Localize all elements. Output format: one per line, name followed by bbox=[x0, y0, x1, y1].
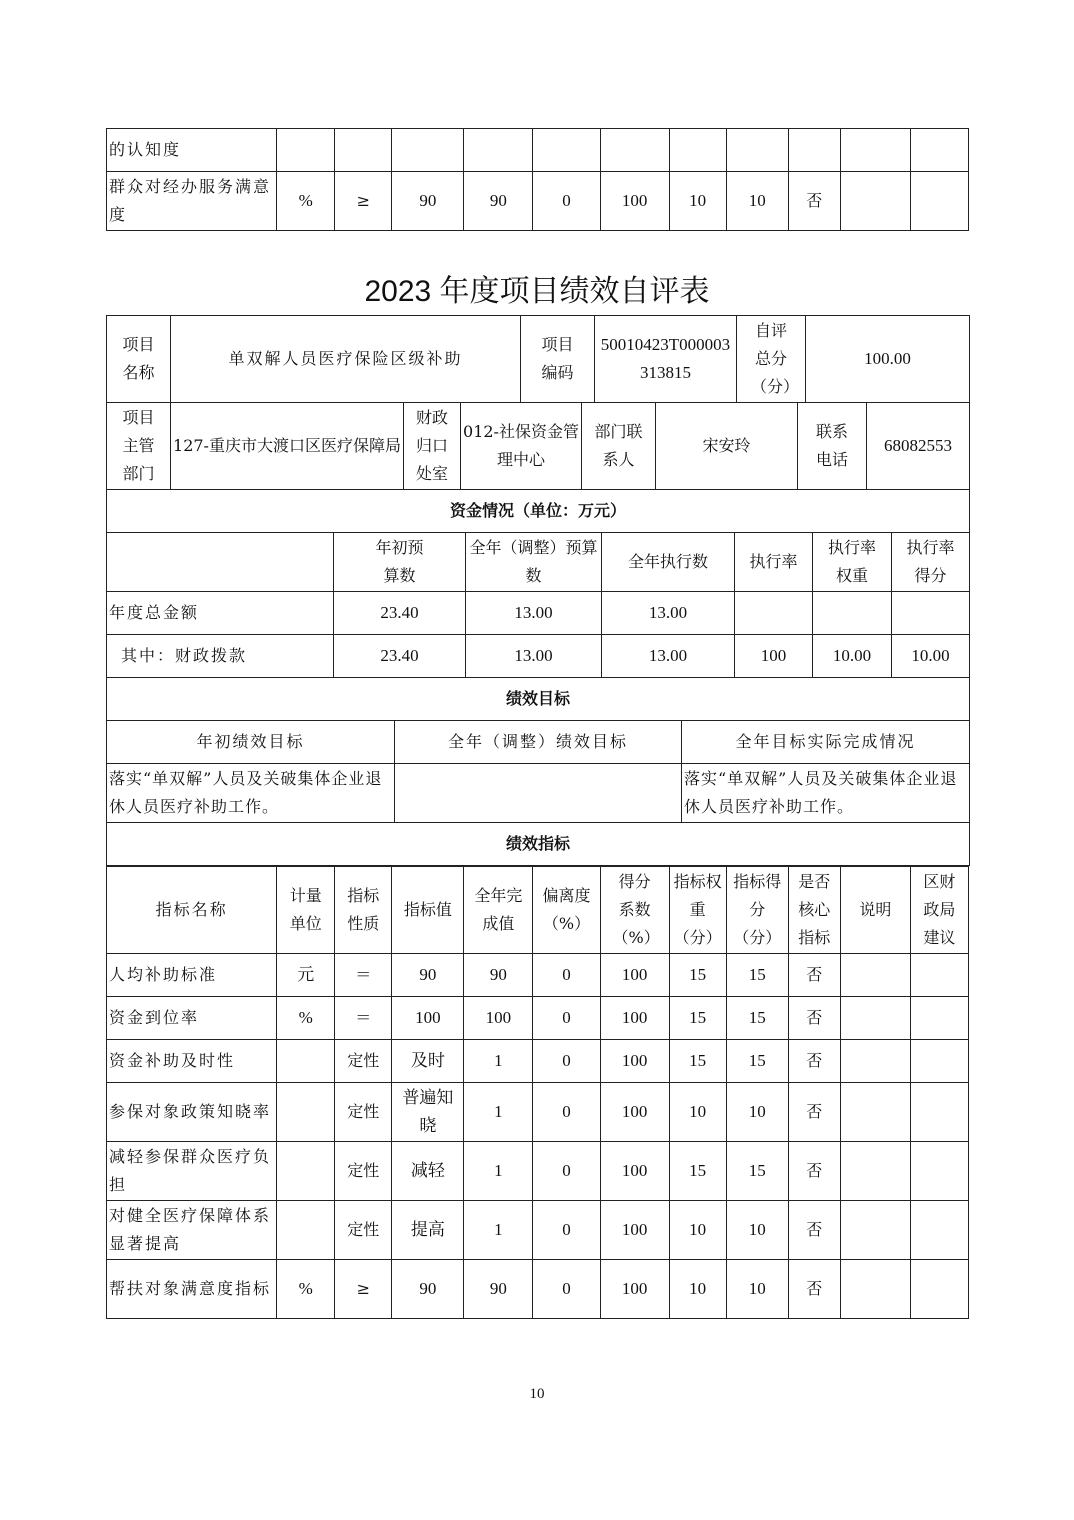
weight-cell: 10 bbox=[669, 1201, 726, 1260]
nature-cell: ＝ bbox=[335, 954, 392, 997]
contact-label: 部门联系人 bbox=[582, 403, 656, 490]
indicator-name: 减轻参保群众医疗负担 bbox=[107, 1142, 277, 1201]
table-row bbox=[107, 997, 969, 1040]
actual-cell: 1 bbox=[464, 1083, 533, 1142]
core-cell: 否 bbox=[788, 1201, 840, 1260]
adjusted-goal bbox=[395, 764, 682, 823]
indicator-name: 资金补助及时性 bbox=[107, 1040, 277, 1083]
target-cell: 90 bbox=[392, 954, 464, 997]
table-row bbox=[107, 954, 969, 997]
table-row bbox=[107, 592, 970, 635]
table-row bbox=[107, 1142, 969, 1201]
deviation-cell: 0 bbox=[533, 997, 600, 1040]
core-cell: 否 bbox=[788, 1083, 840, 1142]
column-header: 全年（调整）预算数 bbox=[466, 533, 602, 592]
core-cell: 否 bbox=[788, 172, 840, 231]
actual-completion: 落实“单双解”人员及关破集体企业退休人员医疗补助工作。 bbox=[682, 764, 970, 823]
nature-cell: 定性 bbox=[335, 1201, 392, 1260]
target-cell: 普遍知晓 bbox=[392, 1083, 464, 1142]
column-header: 年初预算数 bbox=[334, 533, 466, 592]
nature-cell: ≥ bbox=[335, 1260, 392, 1319]
table-row bbox=[107, 172, 969, 231]
note-cell bbox=[840, 1142, 910, 1201]
initial-goal: 落实“单双解”人员及关破集体企业退休人员医疗补助工作。 bbox=[107, 764, 395, 823]
table-header-row bbox=[107, 533, 970, 592]
target-cell: 减轻 bbox=[392, 1142, 464, 1201]
self-score-label: 自评总分（分） bbox=[737, 316, 806, 403]
target-cell: 100 bbox=[392, 997, 464, 1040]
indicator-name: 的认知度 bbox=[107, 129, 277, 172]
execution-rate bbox=[735, 592, 813, 635]
actual-cell: 90 bbox=[464, 1260, 533, 1319]
note-cell bbox=[840, 1040, 910, 1083]
indicators-table bbox=[106, 866, 969, 1319]
score-cell: 10 bbox=[726, 172, 788, 231]
adjusted-budget: 13.00 bbox=[466, 592, 602, 635]
page-number: 10 bbox=[529, 1386, 545, 1402]
note-cell bbox=[840, 1260, 910, 1319]
table-row bbox=[107, 129, 969, 172]
advice-cell bbox=[910, 1040, 968, 1083]
unit-cell: 元 bbox=[277, 954, 335, 997]
weight-cell: 15 bbox=[669, 997, 726, 1040]
score-cell: 10 bbox=[726, 1083, 788, 1142]
column-header: 全年（调整）绩效目标 bbox=[395, 721, 682, 764]
dept-label: 项目主管部门 bbox=[107, 403, 171, 490]
table-row bbox=[107, 764, 970, 823]
table-row bbox=[107, 403, 970, 490]
self-score: 100.00 bbox=[806, 316, 970, 403]
coef-cell: 100 bbox=[600, 172, 669, 231]
project-name-label: 项目名称 bbox=[107, 316, 171, 403]
unit-cell bbox=[277, 129, 335, 172]
actual-cell: 90 bbox=[464, 954, 533, 997]
score-cell: 10 bbox=[726, 1260, 788, 1319]
column-header: 指标值 bbox=[392, 867, 464, 954]
column-header bbox=[107, 533, 334, 592]
target-cell: 及时 bbox=[392, 1040, 464, 1083]
core-cell: 否 bbox=[788, 1040, 840, 1083]
column-header: 得分系数（%） bbox=[600, 867, 669, 954]
advice-cell bbox=[910, 1083, 968, 1142]
unit-cell: % bbox=[277, 1260, 335, 1319]
initial-budget: 23.40 bbox=[334, 635, 466, 678]
column-header: 指标性质 bbox=[335, 867, 392, 954]
indicator-name: 资金到位率 bbox=[107, 997, 277, 1040]
deviation-cell: 0 bbox=[533, 172, 600, 231]
actual-cell: 1 bbox=[464, 1040, 533, 1083]
advice-cell bbox=[910, 1201, 968, 1260]
coef-cell: 100 bbox=[600, 1083, 669, 1142]
adjusted-budget: 13.00 bbox=[466, 635, 602, 678]
core-cell bbox=[788, 129, 840, 172]
previous-indicator-table bbox=[106, 128, 969, 231]
project-name: 单双解人员医疗保险区级补助 bbox=[171, 316, 521, 403]
project-dept-table bbox=[106, 402, 970, 490]
note-cell bbox=[840, 129, 910, 172]
column-header: 执行率 bbox=[735, 533, 813, 592]
target-cell: 提高 bbox=[392, 1201, 464, 1260]
deviation-cell: 0 bbox=[533, 1201, 600, 1260]
deviation-cell: 0 bbox=[533, 1040, 600, 1083]
rate-score: 10.00 bbox=[892, 635, 970, 678]
column-header: 指标名称 bbox=[107, 867, 277, 954]
executed-amount: 13.00 bbox=[602, 592, 735, 635]
goals-table bbox=[106, 677, 970, 866]
target-cell: 90 bbox=[392, 1260, 464, 1319]
table-row bbox=[107, 1083, 969, 1142]
nature-cell: 定性 bbox=[335, 1083, 392, 1142]
column-header: 全年目标实际完成情况 bbox=[682, 721, 970, 764]
coef-cell: 100 bbox=[600, 1142, 669, 1201]
score-cell: 15 bbox=[726, 1040, 788, 1083]
unit-cell: % bbox=[277, 997, 335, 1040]
score-cell: 15 bbox=[726, 1142, 788, 1201]
weight-cell: 15 bbox=[669, 1142, 726, 1201]
coef-cell: 100 bbox=[600, 1260, 669, 1319]
actual-cell: 1 bbox=[464, 1201, 533, 1260]
rate-score bbox=[892, 592, 970, 635]
coef-cell: 100 bbox=[600, 1040, 669, 1083]
execution-rate: 100 bbox=[735, 635, 813, 678]
table-row bbox=[107, 1260, 969, 1319]
advice-cell bbox=[910, 954, 968, 997]
advice-cell bbox=[910, 1260, 968, 1319]
weight-cell: 10 bbox=[669, 1083, 726, 1142]
indicator-name: 人均补助标准 bbox=[107, 954, 277, 997]
executed-amount: 13.00 bbox=[602, 635, 735, 678]
deviation-cell bbox=[533, 129, 600, 172]
column-header: 说明 bbox=[840, 867, 910, 954]
weight-cell: 10 bbox=[669, 1260, 726, 1319]
column-header: 执行率权重 bbox=[813, 533, 892, 592]
rate-weight bbox=[813, 592, 892, 635]
weight-cell: 10 bbox=[669, 172, 726, 231]
unit-cell bbox=[277, 1083, 335, 1142]
column-header: 指标得分（分） bbox=[726, 867, 788, 954]
note-cell bbox=[840, 1083, 910, 1142]
score-cell: 15 bbox=[726, 997, 788, 1040]
weight-cell: 15 bbox=[669, 1040, 726, 1083]
table-header-row bbox=[107, 721, 970, 764]
column-header: 全年执行数 bbox=[602, 533, 735, 592]
column-header: 计量单位 bbox=[277, 867, 335, 954]
score-cell bbox=[726, 129, 788, 172]
column-header: 区财政局建议 bbox=[910, 867, 968, 954]
project-code: 50010423T000003313815 bbox=[595, 316, 737, 403]
unit-cell bbox=[277, 1201, 335, 1260]
initial-budget: 23.40 bbox=[334, 592, 466, 635]
advice-cell bbox=[910, 129, 968, 172]
unit-cell bbox=[277, 1040, 335, 1083]
column-header: 全年完成值 bbox=[464, 867, 533, 954]
table-row bbox=[107, 678, 970, 721]
advice-cell bbox=[910, 172, 968, 231]
unit-cell bbox=[277, 1142, 335, 1201]
score-cell: 10 bbox=[726, 1201, 788, 1260]
table-row bbox=[107, 1201, 969, 1260]
core-cell: 否 bbox=[788, 1142, 840, 1201]
unit-cell: % bbox=[277, 172, 335, 231]
actual-cell bbox=[464, 129, 533, 172]
advice-cell bbox=[910, 1142, 968, 1201]
coef-cell bbox=[600, 129, 669, 172]
indicator-name: 参保对象政策知晓率 bbox=[107, 1083, 277, 1142]
table-row bbox=[107, 490, 970, 533]
coef-cell: 100 bbox=[600, 1201, 669, 1260]
nature-cell bbox=[335, 129, 392, 172]
note-cell bbox=[840, 172, 910, 231]
finance-office-label: 财政归口处室 bbox=[404, 403, 461, 490]
page-title: 2023 年度项目绩效自评表 bbox=[364, 275, 710, 308]
weight-cell: 15 bbox=[669, 954, 726, 997]
coef-cell: 100 bbox=[600, 997, 669, 1040]
goals-section-title: 绩效目标 bbox=[107, 678, 970, 721]
actual-cell: 90 bbox=[464, 172, 533, 231]
score-cell: 15 bbox=[726, 954, 788, 997]
core-cell: 否 bbox=[788, 997, 840, 1040]
column-header: 执行率得分 bbox=[892, 533, 970, 592]
column-header: 偏离度（%） bbox=[533, 867, 600, 954]
finance-office: 012-社保资金管理中心 bbox=[461, 403, 582, 490]
indicator-name: 帮扶对象满意度指标 bbox=[107, 1260, 277, 1319]
actual-cell: 100 bbox=[464, 997, 533, 1040]
column-header: 指标权重（分） bbox=[669, 867, 726, 954]
note-cell bbox=[840, 954, 910, 997]
advice-cell bbox=[910, 997, 968, 1040]
weight-cell bbox=[669, 129, 726, 172]
deviation-cell: 0 bbox=[533, 1260, 600, 1319]
column-header: 年初绩效目标 bbox=[107, 721, 395, 764]
rate-weight: 10.00 bbox=[813, 635, 892, 678]
nature-cell: ≥ bbox=[335, 172, 392, 231]
table-header-row bbox=[107, 867, 969, 954]
nature-cell: ＝ bbox=[335, 997, 392, 1040]
target-cell bbox=[392, 129, 464, 172]
project-code-label: 项目编码 bbox=[521, 316, 595, 403]
funds-table bbox=[106, 489, 970, 678]
target-cell: 90 bbox=[392, 172, 464, 231]
table-row bbox=[107, 316, 970, 403]
funds-section-title: 资金情况（单位：万元） bbox=[107, 490, 970, 533]
note-cell bbox=[840, 1201, 910, 1260]
nature-cell: 定性 bbox=[335, 1040, 392, 1083]
nature-cell: 定性 bbox=[335, 1142, 392, 1201]
indicators-section-title: 绩效指标 bbox=[107, 823, 970, 866]
table-row bbox=[107, 635, 970, 678]
row-label: 年度总金额 bbox=[107, 592, 334, 635]
project-info-table bbox=[106, 315, 970, 403]
dept: 127-重庆市大渡口区医疗保障局 bbox=[171, 403, 404, 490]
indicator-name: 对健全医疗保障体系显著提高 bbox=[107, 1201, 277, 1260]
phone: 68082553 bbox=[867, 403, 970, 490]
row-label: 其中：财政拨款 bbox=[107, 635, 334, 678]
table-row bbox=[107, 823, 970, 866]
note-cell bbox=[840, 997, 910, 1040]
core-cell: 否 bbox=[788, 1260, 840, 1319]
table-row bbox=[107, 1040, 969, 1083]
indicator-name: 群众对经办服务满意度 bbox=[107, 172, 277, 231]
phone-label: 联系电话 bbox=[798, 403, 867, 490]
column-header: 是否核心指标 bbox=[788, 867, 840, 954]
deviation-cell: 0 bbox=[533, 1142, 600, 1201]
coef-cell: 100 bbox=[600, 954, 669, 997]
contact: 宋安玲 bbox=[656, 403, 798, 490]
deviation-cell: 0 bbox=[533, 1083, 600, 1142]
deviation-cell: 0 bbox=[533, 954, 600, 997]
core-cell: 否 bbox=[788, 954, 840, 997]
actual-cell: 1 bbox=[464, 1142, 533, 1201]
